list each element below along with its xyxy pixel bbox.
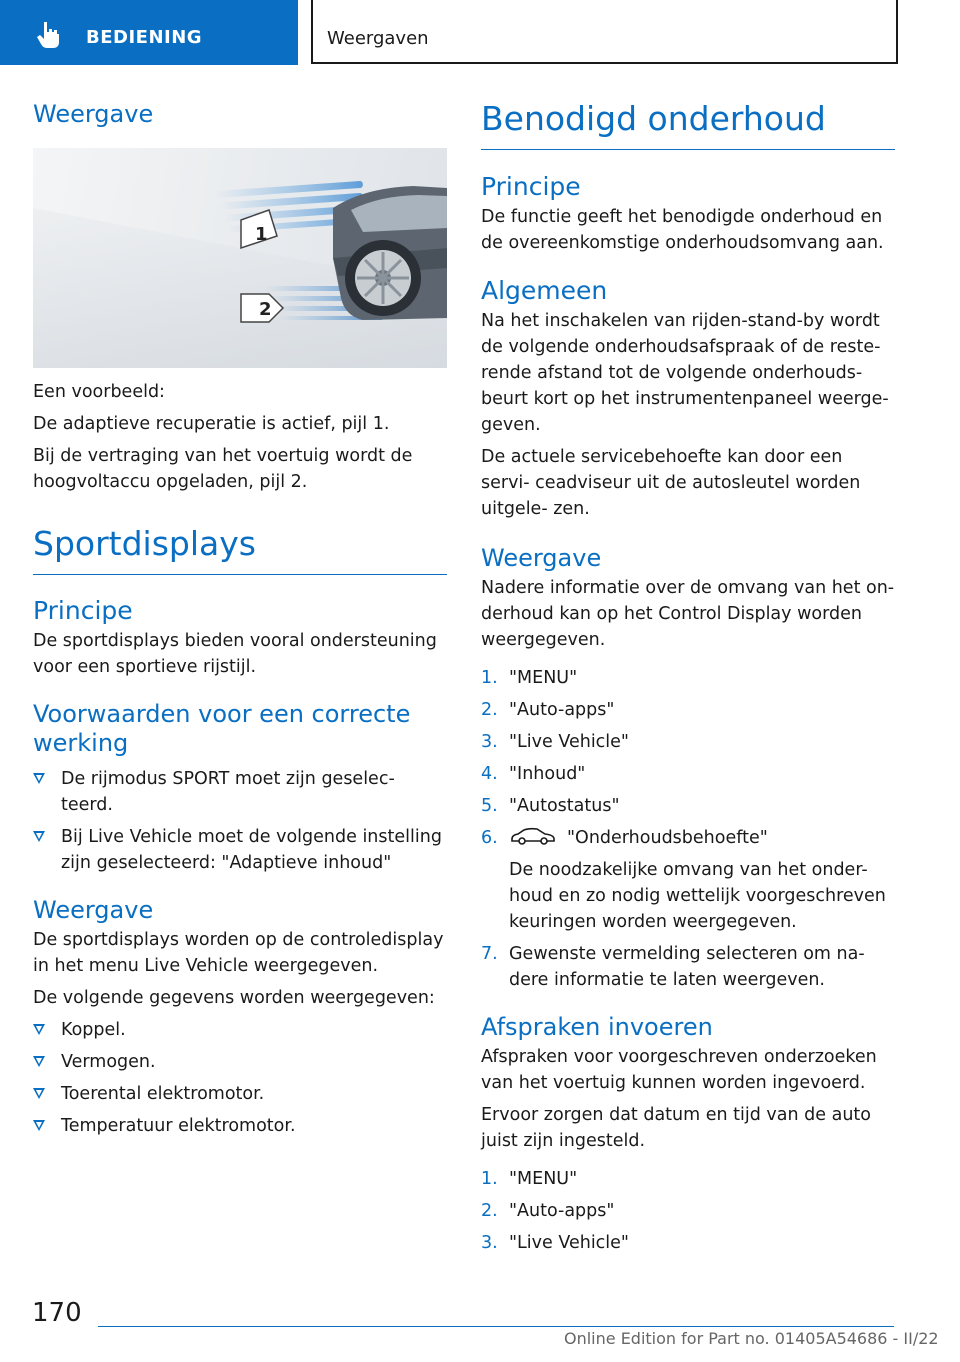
steps-list	[481, 665, 895, 993]
paragraph: Nadere informatie over de omvang van het on- derhoud kan op het Control Display worden weergegeven.	[481, 578, 895, 650]
chapter-tab	[0, 0, 298, 65]
algemeen-heading: Algemeen	[481, 276, 608, 305]
step-description: De noodzakelijke omvang van het onder- houd en zo nodig wettelijk voorgeschreven keuringen worden weergegeven.	[509, 860, 886, 932]
car-icon	[509, 826, 557, 846]
paragraph: De adaptieve recuperatie is actief, pijl 1.	[33, 414, 390, 434]
section-tab	[311, 0, 898, 64]
paragraph: De volgende gegevens worden weergegeven:	[33, 988, 435, 1008]
paragraph: Na het inschakelen van rijden-stand-by wordt de volgende onderhoudsafspraak of de reste- rende afstand tot de volgende onderhouds- beurt kort op het instrumentenpaneel weerge- geven.	[481, 311, 889, 435]
sportdisplays-title: Sportdisplays	[33, 524, 447, 575]
paragraph: De actuele servicebehoefte kan door een servi- ceadviseur uit de autosleutel worden uitgele- zen.	[481, 447, 861, 519]
triangle-bullet-icon	[33, 1120, 45, 1131]
gegevens-list	[33, 1017, 447, 1139]
car-recuperation-image	[33, 148, 447, 368]
paragraph: Ervoor zorgen dat datum en tijd van de auto juist zijn ingesteld.	[481, 1105, 871, 1151]
paragraph: Bij de vertraging van het voertuig wordt de hoogvoltaccu opgeladen, pijl 2.	[33, 446, 413, 492]
list-item: 5. "Autostatus"	[481, 796, 620, 816]
recuperation-illustration	[33, 148, 447, 368]
weergave2-heading: Weergave	[33, 896, 154, 924]
footer-divider	[98, 1326, 894, 1327]
paragraph: De functie geeft het benodigde onderhoud en de overeenkomstige onderhoudsomvang aan.	[481, 207, 884, 253]
chapter-title: BEDIENING	[86, 27, 203, 48]
list-item: 3. "Live Vehicle"	[481, 732, 629, 752]
list-item: 2. "Auto-apps"	[481, 1201, 615, 1221]
benodigd-onderhoud-title: Benodigd onderhoud	[481, 99, 895, 150]
weergave-heading: Weergave	[481, 544, 602, 572]
list-item: 1. "MENU"	[481, 1169, 578, 1189]
list-item: Koppel.	[33, 1017, 447, 1043]
list-item: Toerental elektromotor.	[33, 1081, 447, 1107]
list-item: 6. "Onderhoudsbehoefte" De noodzakelijke omvang van het onder- houd en zo nodig wettelijk voorgeschreven keuringen worden weergegeven.	[481, 825, 895, 935]
afspraken-heading: Afspraken invoeren	[481, 1013, 713, 1041]
svg-text:1: 1	[255, 224, 268, 245]
paragraph: De sportdisplays worden op de controledisplay in het menu Live Vehicle weergegeven.	[33, 930, 444, 976]
right-column-body	[481, 99, 895, 1256]
edition-text: Online Edition for Part no. 01405A54686 - II/22	[564, 1329, 939, 1348]
paragraph: Afspraken voor voorgeschreven onderzoeken van het voertuig kunnen worden ingevoerd.	[481, 1047, 877, 1093]
hand-pointer-icon	[34, 20, 64, 50]
section-title: Weergaven	[327, 28, 429, 49]
weergave-heading: Weergave	[33, 100, 154, 128]
paragraph: De sportdisplays bieden vooral ondersteuning voor een sportieve rijstijl.	[33, 631, 437, 677]
svg-text:2: 2	[259, 299, 272, 320]
left-weergave-heading-wrap	[33, 100, 447, 129]
list-item: Bij Live Vehicle moet de volgende instelling zijn geselecteerd: "Adaptieve inhoud"	[33, 824, 447, 876]
left-column-body	[33, 379, 447, 1139]
page-number: 170	[32, 1298, 82, 1328]
triangle-bullet-icon	[33, 1024, 45, 1035]
principe-heading: Principe	[481, 172, 581, 201]
steps2-list	[481, 1166, 895, 1256]
example-label: Een voorbeeld:	[33, 382, 165, 402]
principe-heading: Principe	[33, 596, 133, 625]
triangle-bullet-icon	[33, 773, 45, 784]
triangle-bullet-icon	[33, 1056, 45, 1067]
triangle-bullet-icon	[33, 1088, 45, 1099]
list-item: Vermogen.	[33, 1049, 447, 1075]
list-item: 4. "Inhoud"	[481, 764, 586, 784]
voorwaarden-heading: Voorwaarden voor een correcte werking	[33, 700, 411, 757]
list-item: 2. "Auto-apps"	[481, 700, 615, 720]
list-item: Temperatuur elektromotor.	[33, 1113, 447, 1139]
voorwaarden-list	[33, 766, 447, 876]
triangle-bullet-icon	[33, 831, 45, 842]
list-item: De rijmodus SPORT moet zijn geselec- teerd.	[33, 766, 447, 818]
list-item: 7. Gewenste vermelding selecteren om na- dere informatie te laten weergeven.	[481, 944, 865, 990]
list-item: 3. "Live Vehicle"	[481, 1233, 629, 1253]
list-item: 1. "MENU"	[481, 668, 578, 688]
